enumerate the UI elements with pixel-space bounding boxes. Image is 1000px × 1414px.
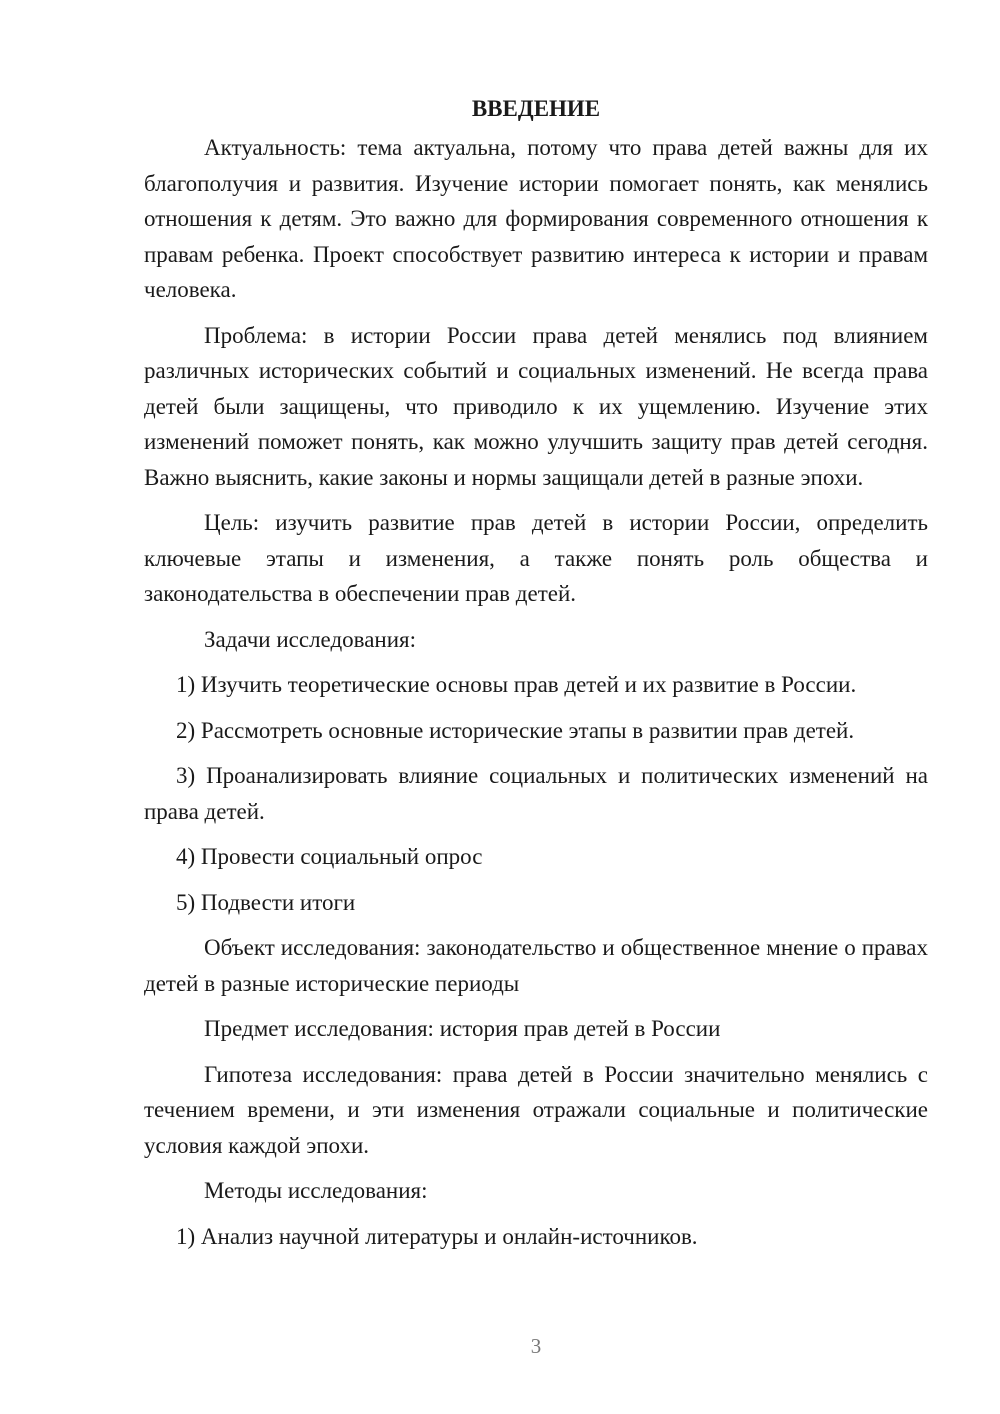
method-item-1: 1) Анализ научной литературы и онлайн-источников. (176, 1223, 698, 1249)
task-item-2: 2) Рассмотреть основные исторические этапы в развитии прав детей. (176, 717, 855, 743)
goal-paragraph: Цель: изучить развитие прав детей в истории России, определить ключевые этапы и изменения, а также понять роль общества и законодательства в обеспечении прав детей. (144, 510, 928, 606)
subject-paragraph: Предмет исследования: история прав детей в России (204, 1016, 721, 1041)
task-item-5: 5) Подвести итоги (176, 889, 356, 915)
section-heading: ВВЕДЕНИЕ (471, 96, 601, 121)
page-number: 3 (530, 1334, 542, 1358)
hypothesis-paragraph: Гипотеза исследования: права детей в России значительно менялись с течением времени, и эти изменения отражали социальные и политические условия каждой эпохи. (144, 1061, 928, 1158)
document-page (144, 92, 928, 1264)
object-paragraph: Объект исследования: законодательство и общественное мнение о правах детей в разные исторические периоды (144, 935, 928, 996)
task-item-3: 3) Проанализировать влияние социальных и политических изменений на права детей. (144, 763, 928, 824)
problem-paragraph: Проблема: в истории России права детей менялись под влиянием различных исторических событий и социальных изменений. Не всегда права детей были защищены, что приводило к их ущемлению. Изучение этих изменений поможет понять, как можно улучшить защиту прав детей сегодня. Важно выяснить, какие законы и нормы защищали детей в разные эпохи. (144, 322, 928, 490)
task-item-1: 1) Изучить теоретические основы прав детей и их развитие в России. (176, 672, 857, 697)
relevance-paragraph: Актуальность: тема актуальна, потому что права детей важны для их благополучия и развития. Изучение истории помогает понять, как менялись отношения к детям. Это важно для формирования современного отношения к правам ребенка. Проект способствует развитию интереса к истории и правам человека. (144, 135, 928, 302)
tasks-title: Задачи исследования: (204, 626, 417, 652)
task-item-4: 4) Провести социальный опрос (176, 844, 483, 869)
methods-title: Методы исследования: (204, 1178, 428, 1203)
